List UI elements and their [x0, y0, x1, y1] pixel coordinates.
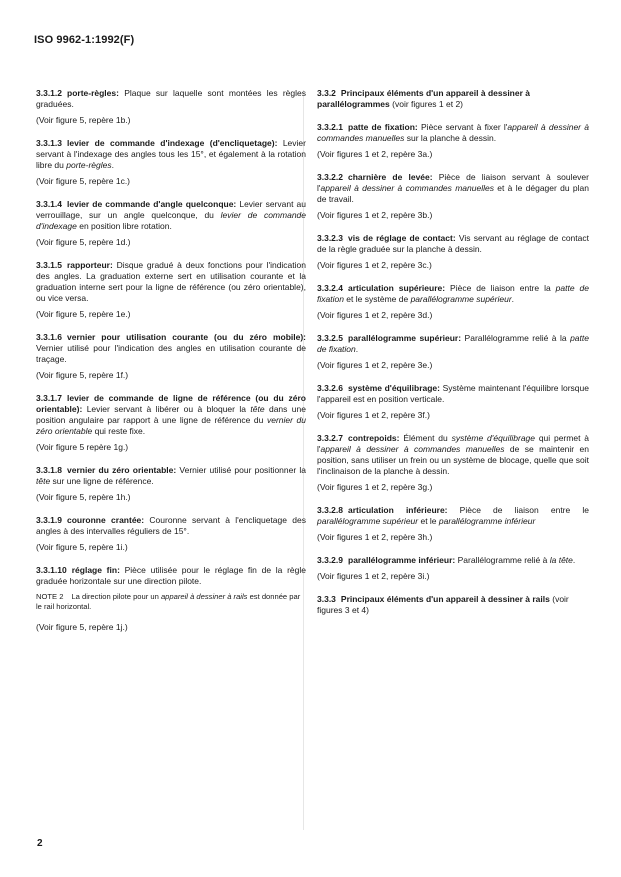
clause-text: dans une position angulaire par rapport à une ligne de référence du: [36, 404, 306, 425]
right-column: [317, 88, 589, 628]
clause-text: sur une ligne de référence.: [50, 476, 154, 486]
clause-number: 3.3.2.5: [317, 333, 343, 343]
clause-term: levier de commande de ligne de référence (ou du zéro orientable):: [36, 393, 306, 414]
clause-italic: patte de fixation: [317, 333, 589, 354]
clause-term: articulation inférieure:: [348, 505, 448, 515]
clause-text: .: [572, 555, 576, 565]
entry-3-3-1-10: [36, 565, 306, 633]
figure-reference: (Voir figure 5, repère 1i.): [36, 542, 128, 552]
clause-italic: parallélogramme supérieur: [317, 516, 419, 526]
clause-italic: appareil à dessiner à commandes manuelles: [320, 183, 494, 193]
clause-text: Levier servant au verrouillage, sur un angle quelconque, du: [36, 199, 306, 220]
clause-text: Levier servant à l'indexage des angles tous les 15°, et également à la rotation libre du: [36, 138, 306, 170]
clause-text: Pièce de liaison servant à soulever l': [317, 172, 589, 193]
clause-term: vernier pour utilisation courante (ou du zéro mobile):: [67, 332, 306, 342]
entry-3-3-2-4: [317, 283, 589, 321]
clause-number: 3.3.1.9: [36, 515, 62, 525]
figure-reference: (Voir figure 5, repère 1h.): [36, 492, 131, 502]
figure-reference: (Voir figures 1 et 2, repère 3g.): [317, 482, 433, 492]
clause-text: Disque gradué à deux fonctions pour l'indication des angles. La graduation externe sert en utilisation courante et la graduation interne sert pour la ligne de référence (ou zéro orientable), ou vice versa.: [36, 260, 306, 303]
clause-number: 3.3.1.4: [36, 199, 62, 209]
left-column: [36, 88, 306, 645]
clause-number: 3.3.1.7: [36, 393, 62, 403]
section-figures: (voir figures 3 et 4): [317, 594, 569, 615]
clause-italic: appareil à dessiner à commandes manuelles: [320, 444, 505, 454]
clause-text: et le système de: [343, 294, 411, 304]
clause-italic: parallélogramme supérieur: [410, 294, 512, 304]
figure-reference: (Voir figure 5, repère 1b.): [36, 115, 131, 125]
clause-text: Plaque sur laquelle sont montées les règles graduées.: [36, 88, 306, 109]
clause-text: qui reste fixe.: [92, 426, 146, 436]
clause-text: Levier servant à libérer ou à bloquer la: [86, 404, 251, 414]
entry-3-3-2-5: [317, 333, 589, 371]
clause-italic: levier de commande d'indexage: [36, 210, 306, 231]
entry-3-3-1-9: [36, 515, 306, 553]
entry-3-3-1-3: [36, 138, 306, 187]
clause-number: 3.3.2.4: [317, 283, 343, 293]
clause-term: système d'équilibrage:: [348, 383, 440, 393]
section-number: 3.3.2: [317, 88, 336, 98]
entry-3-3-1-2: [36, 88, 306, 126]
figure-reference: (Voir figure 5, repère 1f.): [36, 370, 129, 380]
section-3-3-2: [317, 88, 589, 110]
clause-number: 3.3.2.8: [317, 505, 343, 515]
section-figures: (voir figures 1 et 2): [392, 99, 464, 109]
entry-3-3-1-8: [36, 465, 306, 503]
figure-reference: (Voir figure 5 repère 1g.): [36, 442, 129, 452]
clause-number: 3.3.2.3: [317, 233, 343, 243]
entry-3-3-2-9: [317, 555, 589, 582]
figure-reference: (Voir figures 1 et 2, repère 3e.): [317, 360, 433, 370]
entry-3-3-1-6: [36, 332, 306, 381]
figure-reference: (Voir figures 1 et 2, repère 3a.): [317, 149, 433, 159]
section-title: Principaux éléments d'un appareil à dessiner à rails: [340, 594, 550, 604]
clause-italic: appareil à dessiner à commandes manuelles: [317, 122, 589, 143]
clause-text: .: [355, 344, 359, 354]
note-text: La direction pilote pour un: [71, 592, 161, 601]
figure-reference: (Voir figure 5, repère 1d.): [36, 237, 131, 247]
clause-term: charnière de levée:: [348, 172, 433, 182]
clause-number: 3.3.1.6: [36, 332, 62, 342]
entry-3-3-1-4: [36, 199, 306, 248]
clause-italic: patte de fixation: [317, 283, 589, 304]
clause-number: 3.3.1.2: [36, 88, 62, 98]
clause-italic: tête: [250, 404, 265, 414]
document-header: ISO 9962-1:1992(F): [34, 34, 135, 46]
clause-term: vernier du zéro orientable:: [67, 465, 177, 475]
entry-3-3-1-5: [36, 260, 306, 320]
clause-term: parallélogramme supérieur:: [348, 333, 462, 343]
clause-term: levier de commande d'indexage (d'encliquetage):: [67, 138, 278, 148]
clause-text: Pièce de liaison entre le: [459, 505, 589, 515]
figure-reference: (Voir figure 5, repère 1c.): [36, 176, 131, 186]
clause-term: parallélogramme inférieur:: [348, 555, 456, 565]
figure-reference: (Voir figures 1 et 2, repère 3b.): [317, 210, 433, 220]
entry-3-3-2-7: [317, 433, 589, 493]
clause-italic: parallélogramme inférieur: [438, 516, 536, 526]
clause-text: Pièce servant à fixer l': [421, 122, 508, 132]
clause-text: et le: [418, 516, 439, 526]
figure-reference: (Voir figures 1 et 2, repère 3f.): [317, 410, 430, 420]
clause-italic: porte-règles: [66, 160, 112, 170]
clause-number: 3.3.1.3: [36, 138, 62, 148]
clause-number: 3.3.2.7: [317, 433, 343, 443]
note-italic: appareil à dessiner à rails: [160, 592, 248, 601]
clause-term: couronne crantée:: [67, 515, 145, 525]
clause-term: vis de réglage de contact:: [348, 233, 456, 243]
page-number: 2: [37, 838, 43, 849]
clause-text: et à le dégager du plan de travail.: [317, 183, 589, 204]
clause-text: Parallélogramme relié à la: [464, 333, 571, 343]
clause-term: patte de fixation:: [348, 122, 418, 132]
section-number: 3.3.3: [317, 594, 336, 604]
clause-italic: système d'équilibrage: [451, 433, 535, 443]
entry-3-3-2-2: [317, 172, 589, 221]
clause-text: Vernier utilisé pour l'indication des angles en utilisation courante de traçage.: [36, 343, 306, 364]
clause-text: qui permet à l': [317, 433, 589, 454]
clause-term: réglage fin:: [71, 565, 120, 575]
clause-term: contrepoids:: [348, 433, 400, 443]
entry-3-3-1-7: [36, 393, 306, 453]
clause-text: Pièce utilisée pour le réglage fin de la règle graduée horizontale sur une direction pilote.: [36, 565, 306, 586]
clause-number: 3.3.1.8: [36, 465, 62, 475]
clause-text: .: [111, 160, 114, 170]
clause-text: Vis servant au réglage de contact de la règle graduée sur la planche à dessin.: [317, 233, 589, 254]
clause-italic: la tête: [549, 555, 573, 565]
figure-reference: (Voir figures 1 et 2, repère 3h.): [317, 532, 433, 542]
clause-term: levier de commande d'angle quelconque:: [67, 199, 237, 209]
clause-number: 3.3.1.10: [36, 565, 67, 575]
section-3-3-3: [317, 594, 589, 616]
entry-3-3-2-6: [317, 383, 589, 421]
clause-text: Système maintenant l'équilibre lorsque l'appareil est en position verticale.: [317, 383, 589, 404]
clause-text: de se maintenir en position, sans utiliser un frein ou un système de blocage, quelle que soit l'inclinaison de la planche à dessin.: [317, 444, 589, 476]
clause-number: 3.3.2.9: [317, 555, 343, 565]
clause-italic: tête: [36, 476, 51, 486]
entry-3-3-2-3: [317, 233, 589, 271]
entry-3-3-2-8: [317, 505, 589, 543]
clause-text: Parallélogramme relié à: [457, 555, 550, 565]
clause-number: 3.3.2.6: [317, 383, 343, 393]
clause-term: rapporteur:: [67, 260, 113, 270]
clause-term: articulation supérieure:: [348, 283, 446, 293]
note: [36, 592, 306, 612]
figure-reference: (Voir figure 5, repère 1j.): [36, 622, 128, 632]
clause-text: Pièce de liaison entre la: [450, 283, 556, 293]
figure-reference: (Voir figures 1 et 2, repère 3i.): [317, 571, 430, 581]
entry-3-3-2-1: [317, 122, 589, 160]
clause-number: 3.3.1.5: [36, 260, 62, 270]
clause-italic: vernier du zéro orientable: [36, 415, 306, 436]
clause-term: porte-règles:: [67, 88, 119, 98]
clause-text: Vernier utilisé pour positionner la: [179, 465, 306, 475]
clause-text: sur la planche à dessin.: [404, 133, 497, 143]
clause-number: 3.3.2.1: [317, 122, 343, 132]
note-label: NOTE 2: [36, 592, 64, 601]
clause-number: 3.3.2.2: [317, 172, 343, 182]
clause-text: Élément du: [403, 433, 452, 443]
clause-text: .: [511, 294, 515, 304]
section-title: Principaux éléments d'un appareil à dessiner à parallélogrammes: [317, 88, 530, 109]
clause-text: Couronne servant à l'encliquetage des angles à des intervalles réguliers de 15°.: [36, 515, 306, 536]
clause-text: en position libre rotation.: [76, 221, 172, 231]
note-text: est donnée par le rail horizontal.: [36, 592, 301, 611]
figure-reference: (Voir figures 1 et 2, repère 3d.): [317, 310, 433, 320]
figure-reference: (Voir figure 5, repère 1e.): [36, 309, 131, 319]
figure-reference: (Voir figures 1 et 2, repère 3c.): [317, 260, 432, 270]
